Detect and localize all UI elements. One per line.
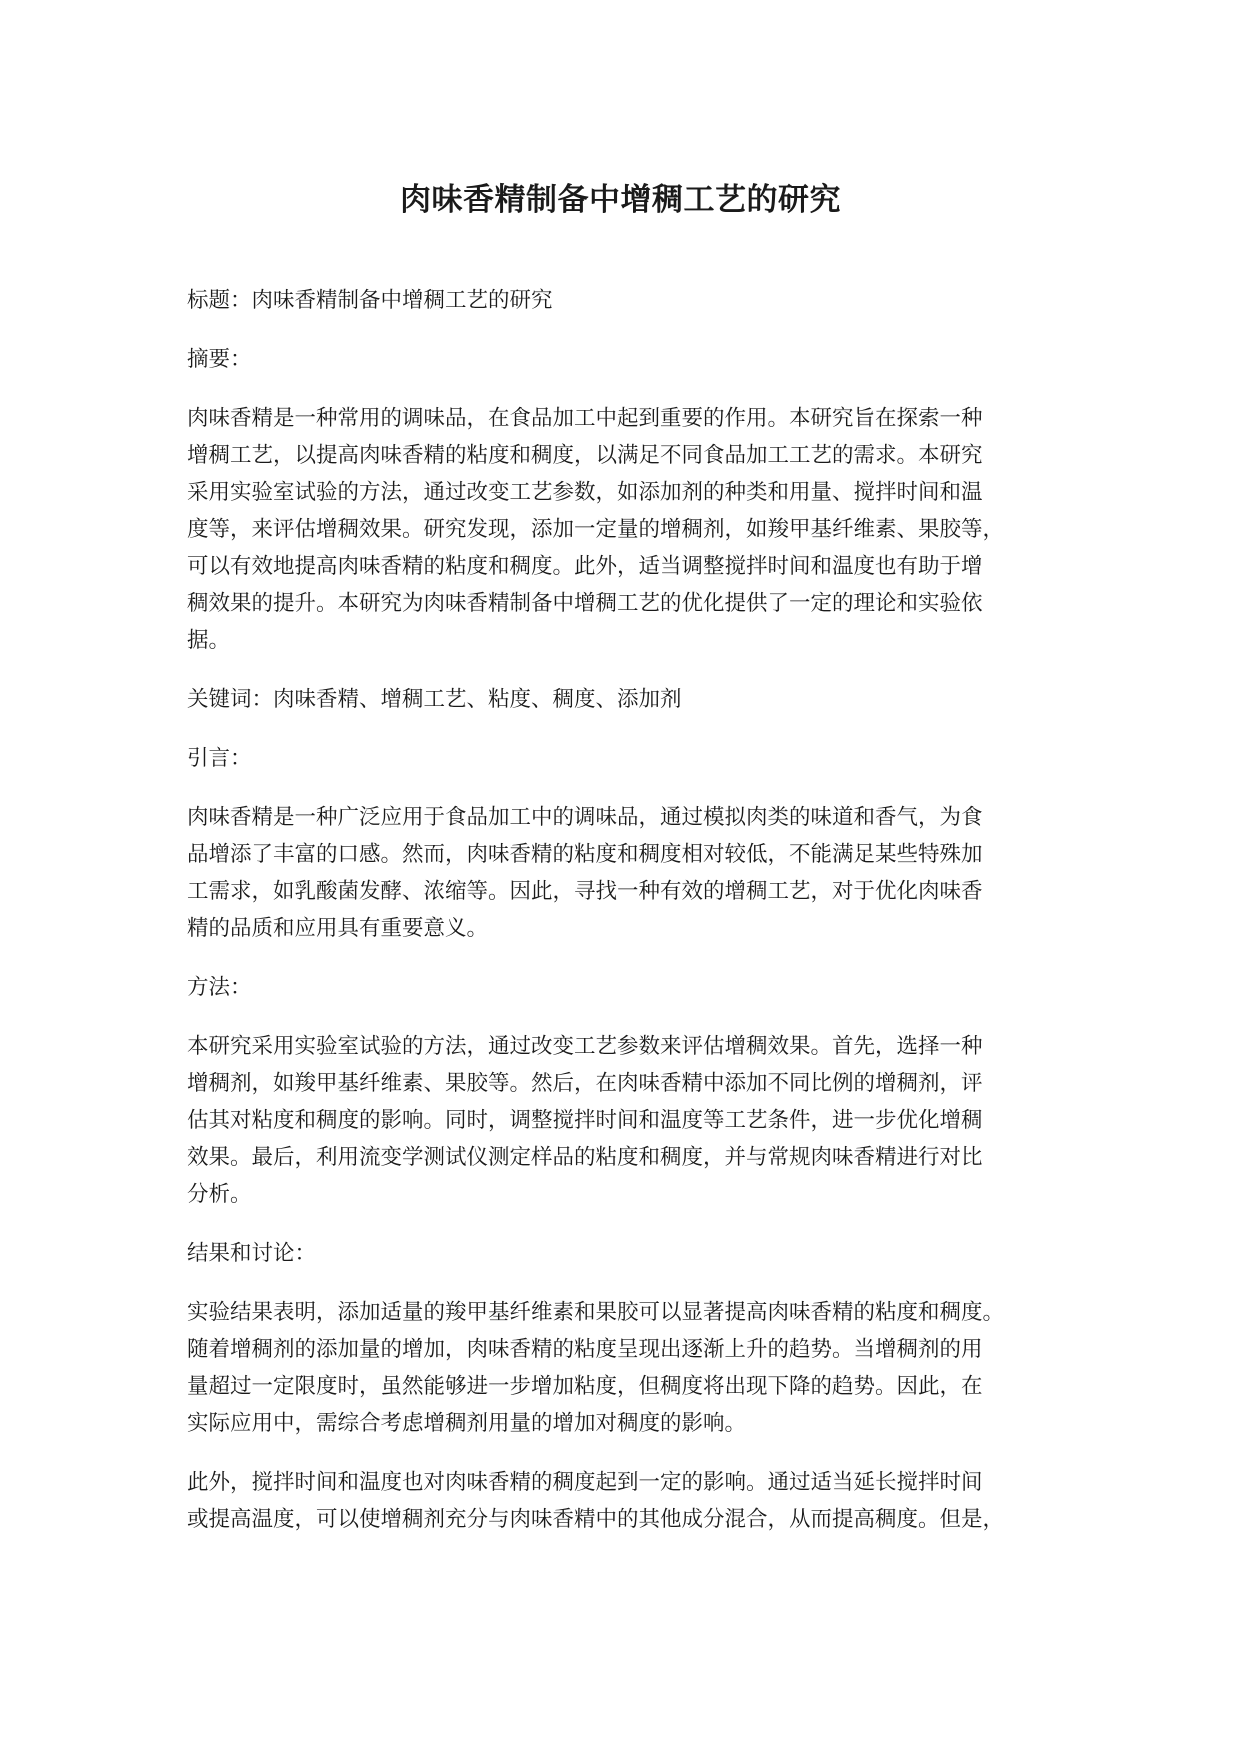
paragraph [187, 740, 1067, 777]
text-line: 此外，搅拌时间和温度也对肉味香精的稠度起到一定的影响。通过适当延长搅拌时间 [187, 1470, 983, 1495]
text-line: 实验结果表明，添加适量的羧甲基纤维素和果胶可以显著提高肉味香精的粘度和稠度。 [187, 1300, 1005, 1325]
text-line: 工需求，如乳酸菌发酵、浓缩等。因此，寻找一种有效的增稠工艺，对于优化肉味香 [187, 879, 983, 904]
text-line: 标题：肉味香精制备中增稠工艺的研究 [187, 288, 553, 313]
text-line: 关键词：肉味香精、增稠工艺、粘度、稠度、添加剂 [187, 687, 682, 712]
text-line: 精的品质和应用具有重要意义。 [187, 916, 489, 941]
paragraph [187, 681, 1067, 718]
paragraph [187, 799, 1067, 947]
paragraph [187, 1464, 1067, 1538]
document-body [187, 282, 1067, 1560]
text-line: 采用实验室试验的方法，通过改变工艺参数，如添加剂的种类和用量、搅拌时间和温 [187, 480, 983, 505]
text-line: 方法： [187, 975, 252, 1000]
text-line: 引言： [187, 746, 252, 771]
text-line: 实际应用中，需综合考虑增稠剂用量的增加对稠度的影响。 [187, 1411, 747, 1436]
text-line: 肉味香精是一种常用的调味品，在食品加工中起到重要的作用。本研究旨在探索一种 [187, 406, 983, 431]
text-line: 品增添了丰富的口感。然而，肉味香精的粘度和稠度相对较低，不能满足某些特殊加 [187, 842, 983, 867]
text-line: 随着增稠剂的添加量的增加，肉味香精的粘度呈现出逐渐上升的趋势。当增稠剂的用 [187, 1337, 983, 1362]
text-line: 据。 [187, 628, 231, 653]
text-line: 稠效果的提升。本研究为肉味香精制备中增稠工艺的优化提供了一定的理论和实验依 [187, 591, 983, 616]
text-line: 量超过一定限度时，虽然能够进一步增加粘度，但稠度将出现下降的趋势。因此，在 [187, 1374, 983, 1399]
paragraph [187, 282, 1067, 319]
paragraph [187, 1028, 1067, 1213]
paragraph [187, 1294, 1067, 1442]
text-line: 增稠剂，如羧甲基纤维素、果胶等。然后，在肉味香精中添加不同比例的增稠剂，评 [187, 1071, 983, 1096]
text-line: 增稠工艺，以提高肉味香精的粘度和稠度，以满足不同食品加工工艺的需求。本研究 [187, 443, 983, 468]
text-line: 度等，来评估增稠效果。研究发现，添加一定量的增稠剂，如羧甲基纤维素、果胶等， [187, 517, 1005, 542]
text-line: 分析。 [187, 1182, 252, 1207]
text-line: 结果和讨论： [187, 1241, 317, 1266]
text-line: 或提高温度，可以使增稠剂充分与肉味香精中的其他成分混合，从而提高稠度。但是， [187, 1507, 1005, 1532]
text-line: 摘要： [187, 347, 252, 372]
paragraph [187, 400, 1067, 659]
text-line: 效果。最后，利用流变学测试仪测定样品的粘度和稠度，并与常规肉味香精进行对比 [187, 1145, 983, 1170]
document-title: 肉味香精制备中增稠工艺的研究 [400, 182, 841, 218]
paragraph [187, 341, 1067, 378]
paragraph [187, 969, 1067, 1006]
paragraph [187, 1235, 1067, 1272]
text-line: 可以有效地提高肉味香精的粘度和稠度。此外，适当调整搅拌时间和温度也有助于增 [187, 554, 983, 579]
text-line: 肉味香精是一种广泛应用于食品加工中的调味品，通过模拟肉类的味道和香气，为食 [187, 805, 983, 830]
text-line: 本研究采用实验室试验的方法，通过改变工艺参数来评估增稠效果。首先，选择一种 [187, 1034, 983, 1059]
text-line: 估其对粘度和稠度的影响。同时，调整搅拌时间和温度等工艺条件，进一步优化增稠 [187, 1108, 983, 1133]
